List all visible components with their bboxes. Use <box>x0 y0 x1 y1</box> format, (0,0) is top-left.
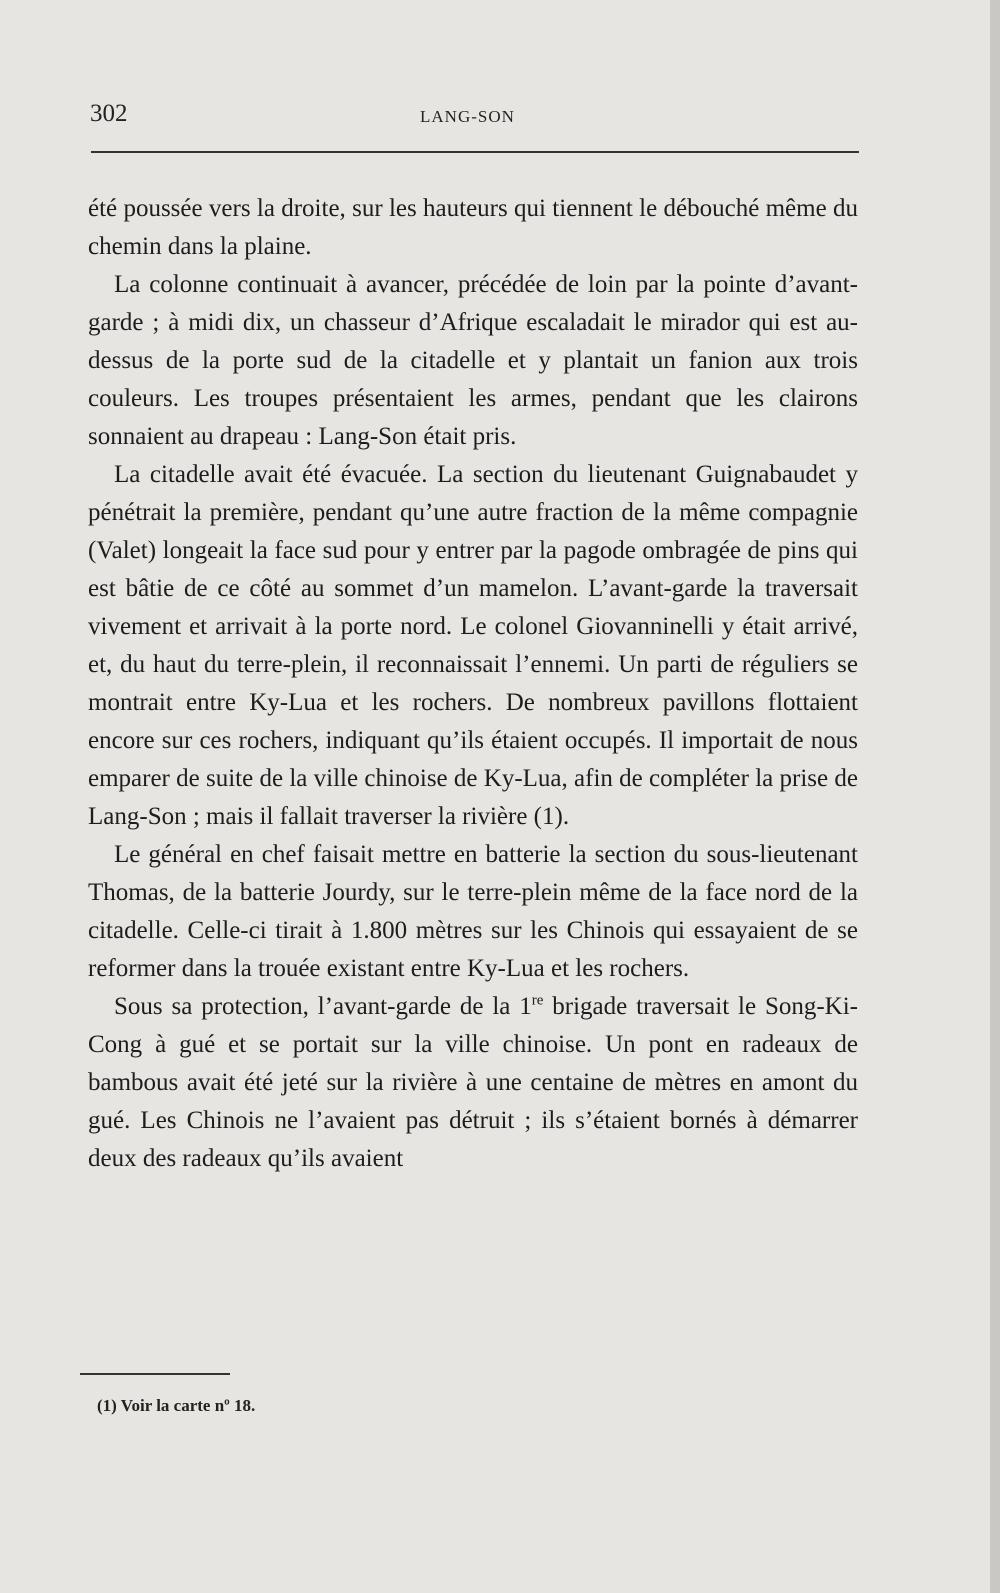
page-number: 302 <box>90 100 128 127</box>
footnote: (1) Voir la carte nº 18. <box>97 1396 256 1415</box>
body-text <box>88 190 858 1178</box>
header-rule <box>91 151 859 153</box>
page-header <box>90 100 860 130</box>
paragraph: La colonne continuait à avancer, précédée de loin par la pointe d’avant-garde ; à midi dix, un chasseur d’Afrique escaladait le mirador qui est au-dessus de la porte sud de la citadelle et y plantait un fanion aux trois couleurs. Les troupes présentaient les armes, pendant que les clairons sonnaient au drapeau : Lang-Son était pris. <box>88 271 858 450</box>
paragraph <box>88 988 858 1178</box>
text-run: brigade traversait le Song-Ki-Cong à gué et se portait sur la ville chinoise. Un pont en radeaux de bambous avait été jeté sur la rivière à une centaine de mètres en amont du gué. Les Chinois ne l’avaient pas détruit ; ils s’étaient bornés à démarrer deux des radeaux qu’ils avaient <box>88 993 858 1172</box>
running-title: LANG-SON <box>420 107 515 126</box>
paragraph: La citadelle avait été évacuée. La section du lieutenant Guignabaudet y pénétrait la première, pendant qu’une autre fraction de la même compagnie (Valet) longeait la face sud pour y entrer par la pagode ombragée de pins qui est bâtie de ce côté au sommet d’un mamelon. L’avant-garde la traversait vivement et arrivait à la porte nord. Le colonel Giovanninelli y était arrivé, et, du haut du terre-plein, il reconnaissait l’ennemi. Un parti de réguliers se montrait entre Ky-Lua et les rochers. De nombreux pavillons flottaient encore sur ces rochers, indiquant qu’ils étaient occupés. Il importait de nous emparer de suite de la ville chinoise de Ky-Lua, afin de compléter la prise de Lang-Son ; mais il fallait traverser la rivière (1). <box>88 461 858 830</box>
text-run: Sous sa protection, l’avant-garde de la 1 <box>114 993 532 1020</box>
paragraph: Le général en chef faisait mettre en batterie la section du sous-lieutenant Thomas, de la batterie Jourdy, sur le terre-plein même de la face nord de la citadelle. Celle-ci tirait à 1.800 mètres sur les Chinois qui essayaient de se reformer dans la trouée existant entre Ky-Lua et les rochers. <box>88 841 858 982</box>
footnote-rule <box>80 1373 230 1375</box>
paragraph: été poussée vers la droite, sur les hauteurs qui tiennent le débouché même du chemin dans la plaine. <box>88 195 858 260</box>
page-edge-shadow <box>990 0 1000 1593</box>
superscript: re <box>531 992 544 1009</box>
